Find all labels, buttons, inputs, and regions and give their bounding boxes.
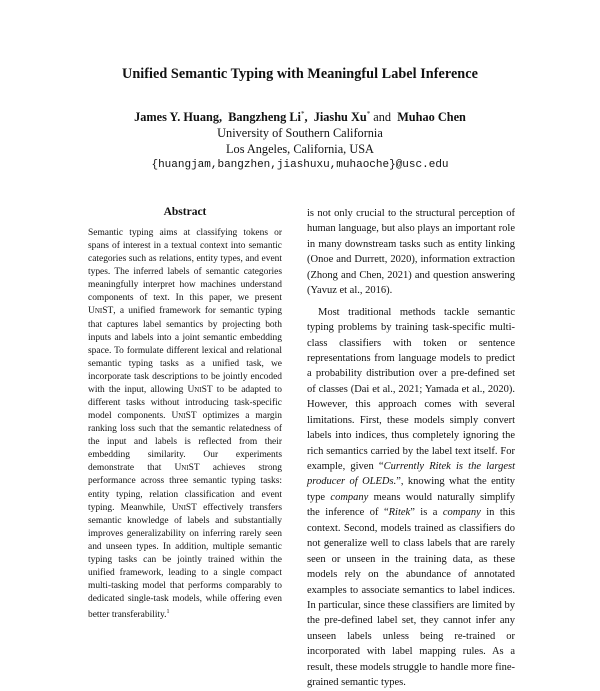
abstract-text: effectively transfers semantic knowledge of labels and substantially improves generalizability on inferring rarely seen and unseen types. In addition, multiple semantic typing tasks can be jointly trained within the unified framework, leading to a single compact multi-tasking model that performs comparably to dedicated single-task models, while offering even better transferability.	[88, 502, 282, 621]
abstract-heading: Abstract	[163, 206, 207, 218]
author-2-mark: *	[300, 110, 305, 118]
abstract-body	[88, 227, 282, 622]
author-2: Bangzheng Li	[228, 110, 301, 125]
example-entity: Ritek	[388, 507, 411, 519]
body-paragraph-2	[307, 305, 515, 691]
body-paragraph-1: is not only crucial to the structural perception of human language, but also plays an important role in many downstream tasks such as entity linking (Onoe and Durrett, 2020), information extraction (Zhong and Chen, 2021) and question answering (Yavuz et al., 2016).	[307, 208, 515, 297]
abstract-text: optimizes a margin ranking loss such that the semantic relatedness of the input and labels is reflected from their embedding similarity. Our experiments demonstrate that	[88, 411, 282, 474]
abstract-paragraph	[88, 227, 282, 622]
body-text: in this context. Second, models trained as classifiers do not generalize well to class labels that are rarely seen or unseen in the training data, as these models rely on the abundance of annotated examples to associate semantics to label indices. In particular, since these classifiers are limited by the pre-defined label set, they cannot infer any unseen labels unless being re-trained or incorporated with label mapping rules. As a result, these models struggle to handle more fine-grained semantic types.	[307, 507, 515, 689]
unist-name: UniST	[171, 502, 197, 513]
abstract-text: Semantic typing aims at classifying tokens or spans of interest in a textual context into semantic categories such as relations, entity types, and event types. The inferred labels of semantic categories meaningfully interpret how machines understand components of text. In this paper, we present	[88, 228, 282, 304]
abstract-text: to be adapted to different tasks without introducing task-specific model components.	[88, 384, 282, 422]
unist-name: UniST	[174, 463, 200, 474]
author-and: and	[373, 110, 392, 125]
body-column-right	[307, 206, 515, 691]
abstract-text: , a unified framework for semantic typing that captures label semantics by projecting both inputs and labels into a joint semantic embedding space. To formulate different lexical and relational semantic typing tasks as a unified task, we incorporate task descriptions to be jointly encoded with the input, allowing	[88, 306, 282, 395]
unist-name: UniST	[187, 384, 213, 395]
example-type: company	[330, 491, 369, 503]
body-text: Most traditional methods tackle semantic typing problems by training task-specific multi-class classifiers with token or sentence representations from language models to predict a probability distribution over a pre-defined set of classes (Dai et al., 2021; Yamada et al., 2020). However, this approach comes with several limitations. First, these models simply convert labels into indices, thus completely ignoring the rich semantics carried by the label text itself. For example, given “	[307, 306, 515, 472]
author-4: Muhao Chen	[397, 110, 466, 125]
affiliation: University of Southern California	[217, 126, 383, 141]
unist-name: UniST	[88, 306, 114, 317]
footnote-mark: 1	[166, 609, 170, 616]
example-type: company	[442, 507, 481, 519]
unist-name: UniST	[171, 411, 197, 422]
author-3-mark: *	[366, 110, 371, 118]
body-text: means would naturally simplify the inference of “	[307, 491, 515, 519]
body-text: ” is a	[410, 507, 443, 519]
author-2-comma: ,	[304, 110, 308, 125]
abstract-text: achieves strong performance across three semantic typing tasks: entity typing, relation classification and event typing. Meanwhile,	[88, 463, 282, 513]
paper-title: Unified Semantic Typing with Meaningful Label Inference	[122, 66, 478, 82]
location: Los Angeles, California, USA	[226, 142, 374, 157]
author-block	[0, 106, 600, 173]
author-1: James Y. Huang,	[134, 110, 223, 125]
body-text: ”, knowing what the entity type	[307, 476, 515, 503]
author-3: Jiashu Xu	[313, 110, 367, 125]
author-names	[0, 106, 600, 125]
example-sentence: Currently Ritek is the largest producer of OLEDs.	[307, 461, 515, 488]
author-emails: {huangjam,bangzhen,jiashuxu,muhaoche}@usc.edu	[151, 159, 449, 172]
